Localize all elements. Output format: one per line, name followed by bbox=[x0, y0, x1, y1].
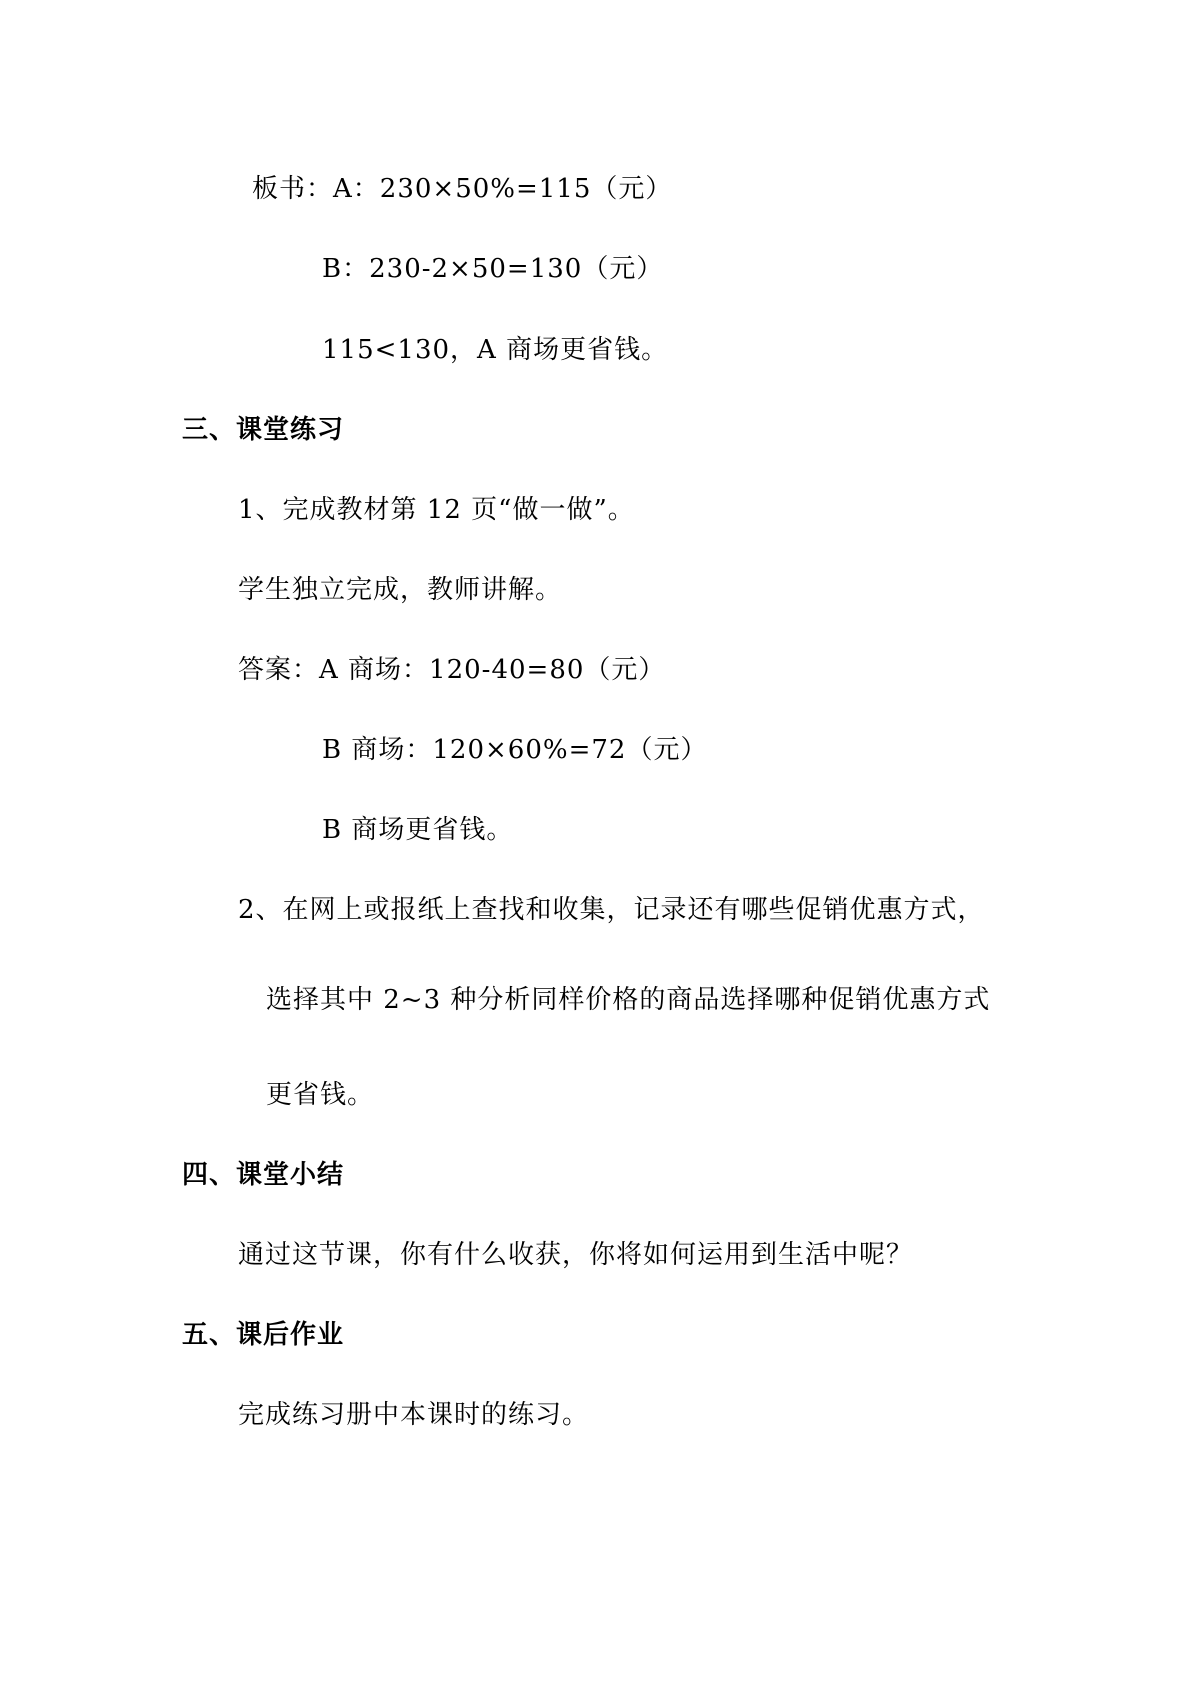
practice-item-2-line-1: 2、在网上或报纸上查找和收集，记录还有哪些促销优惠方式， bbox=[238, 895, 985, 925]
section-title-summary: 四、课堂小结 bbox=[182, 1160, 345, 1190]
board-line-b: B：230-2×50=130（元） bbox=[322, 254, 664, 284]
practice-item-2-line-2: 选择其中 2~3 种分析同样价格的商品选择哪种促销优惠方式 bbox=[266, 985, 991, 1015]
answer-line-b: B 商场：120×60%=72（元） bbox=[322, 735, 708, 765]
board-line-a: 板书：A：230×50%=115（元） bbox=[252, 174, 673, 204]
section-title-homework: 五、课后作业 bbox=[182, 1320, 345, 1350]
section-title-practice: 三、课堂练习 bbox=[182, 415, 345, 445]
practice-item-1-note: 学生独立完成，教师讲解。 bbox=[238, 575, 563, 605]
answer-line-a: 答案：A 商场：120-40=80（元） bbox=[238, 655, 666, 685]
practice-item-2-line-3: 更省钱。 bbox=[266, 1080, 375, 1110]
board-line-compare: 115<130，A 商场更省钱。 bbox=[322, 335, 669, 365]
homework-text: 完成练习册中本课时的练习。 bbox=[238, 1400, 590, 1430]
summary-text: 通过这节课，你有什么收获，你将如何运用到生活中呢？ bbox=[238, 1240, 914, 1270]
answer-line-conclusion: B 商场更省钱。 bbox=[322, 815, 514, 845]
practice-item-1: 1、完成教材第 12 页“做一做”。 bbox=[238, 495, 635, 525]
